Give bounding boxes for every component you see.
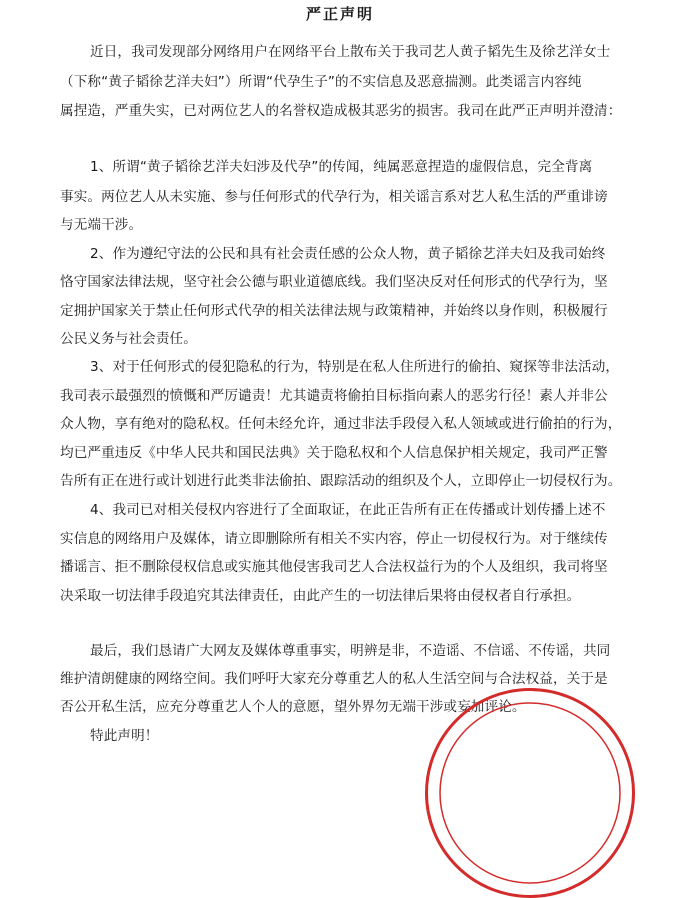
paragraph-line: 事实。两位艺人从未实施、参与任何形式的代孕行为，相关谣言系对艺人私生活的严重诽谤 (60, 189, 608, 205)
paragraph-line: 与无端干涉。 (60, 217, 143, 233)
paragraph-line: 4、我司已对相关侵权内容进行了全面取证，在此正告所有正在传播或计划传播上述不 (90, 502, 606, 518)
paragraph-line: 均已严重违反《中华人民共和国民法典》关于隐私权和个人信息保护相关规定，我司严正警 (60, 445, 608, 461)
paragraph-line: 属捏造，严重失实，已对两位艺人的名誉权造成极其恶劣的损害。我司在此严正声明并澄清： (60, 103, 622, 119)
paragraph-line: 恪守国家法律法规，坚守社会公德与职业道德底线。我们坚决反对任何形式的代孕行为，坚 (60, 274, 608, 290)
seal-ring (428, 691, 632, 895)
paragraph-line: 3、对于任何形式的侵犯隐私的行为，特别是在私人住所进行的偷拍、窥探等非法活动， (90, 359, 620, 375)
paragraph-line: 公民义务与社会责任。 (60, 331, 197, 347)
closing-line: 特此声明！ (90, 728, 159, 744)
page-title: 严正声明 (305, 5, 374, 23)
company-seal (425, 688, 635, 898)
paragraph-line: 众人物，享有绝对的隐私权。任何未经允许，通过非法手段侵入私人领域或进行偷拍的行为， (60, 416, 622, 432)
paragraph-line: 1、所谓“黄子韬徐艺洋夫妇涉及代孕”的传闻，纯属恶意捏造的虚假信息，完全背离 (90, 159, 593, 175)
paragraph-line: 2、作为遵纪守法的公民和具有社会责任感的公众人物，黄子韬徐艺洋夫妇及我司始终 (90, 246, 606, 262)
paragraph-line: 近日，我司发现部分网络用户在网络平台上散布关于我司艺人黄子韬先生及徐艺洋女士 (90, 44, 611, 60)
paragraph-line: 最后，我们恳请广大网友及媒体尊重事实，明辨是非，不造谣、不信谣、不传谣，共同 (90, 643, 611, 659)
paragraph-line: 否公开私生活，应充分尊重艺人个人的意愿，望外界勿无端干涉或妄加评论。 (60, 699, 526, 715)
paragraph-line: 定拥护国家关于禁止任何形式代孕的相关法律法规与政策精神，并始终以身作则，积极履行 (60, 303, 608, 319)
paragraph-line: 播谣言、拒不删除侵权信息或实施其他侵害我司艺人合法权益行为的个人及组织，我司将坚 (60, 559, 608, 575)
paragraph-line: 决采取一切法律手段追究其法律责任，由此产生的一切法律后果将由侵权者自行承担。 (60, 588, 581, 604)
paragraph-line: 维护清朗健康的网络空间。我们呼吁大家充分尊重艺人的私人生活空间与合法权益，关于是 (60, 671, 608, 687)
paragraph-line: （下称“黄子韬徐艺洋夫妇”）所谓“代孕生子”的不实信息及恶意揣测。此类谣言内容纯 (60, 74, 582, 90)
paragraph-line: 我司表示最强烈的愤慨和严厉谴责！尤其谴责将偷拍目标指向素人的恶劣行径！素人并非公 (60, 388, 608, 404)
paragraph-line: 告所有正在进行或计划进行此类非法偷拍、跟踪活动的组织及个人，立即停止一切侵权行为。 (60, 473, 622, 489)
paragraph-line: 实信息的网络用户及媒体，请立即删除所有相关不实内容，停止一切侵权行为。对于继续传 (60, 531, 608, 547)
